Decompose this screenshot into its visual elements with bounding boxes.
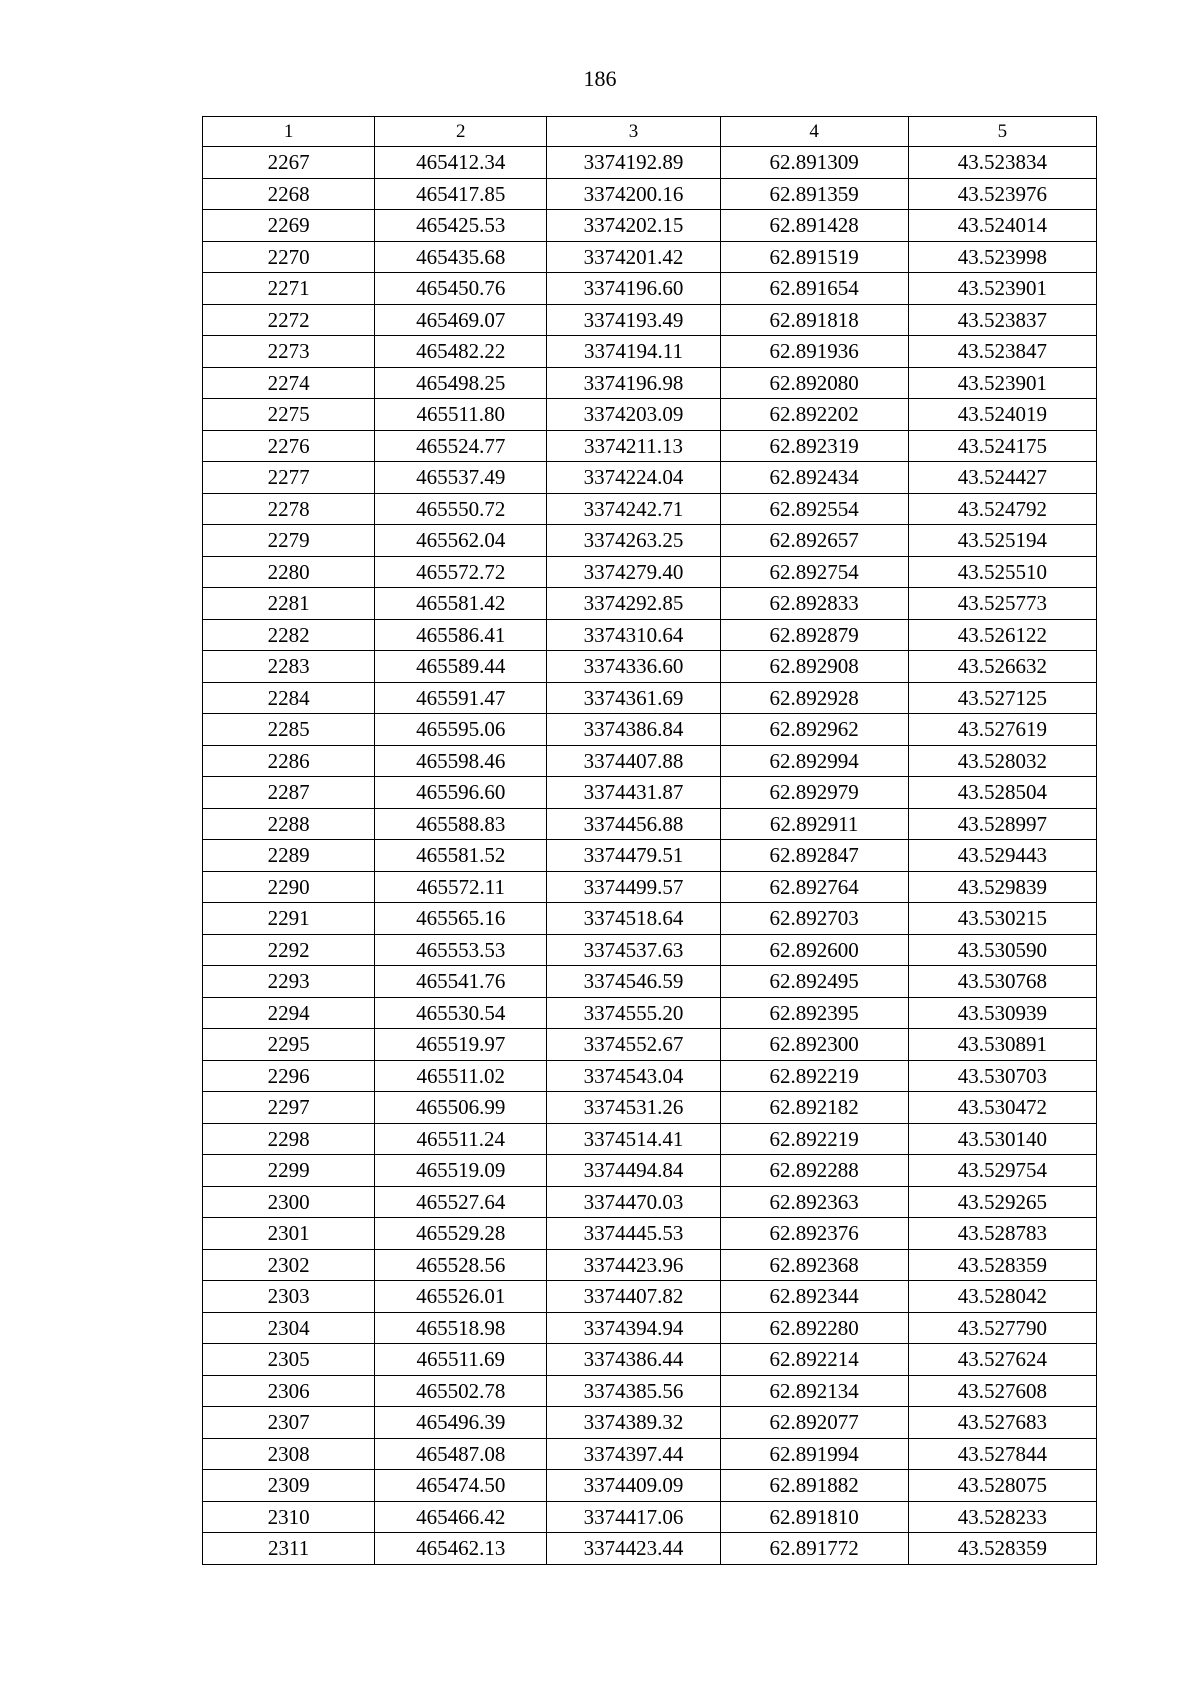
- table-cell: 3374336.60: [547, 651, 720, 683]
- table-cell: 2270: [203, 241, 375, 273]
- table-cell: 43.527619: [908, 714, 1096, 746]
- table-cell: 62.891936: [720, 336, 908, 368]
- table-cell: 62.892300: [720, 1029, 908, 1061]
- table-cell: 465530.54: [375, 997, 547, 1029]
- table-cell: 43.527790: [908, 1312, 1096, 1344]
- table-cell: 2280: [203, 556, 375, 588]
- column-header: 3: [547, 117, 720, 147]
- table-cell: 465482.22: [375, 336, 547, 368]
- table-row: [203, 1029, 1097, 1061]
- table-cell: 3374203.09: [547, 399, 720, 431]
- table-cell: 62.892134: [720, 1375, 908, 1407]
- table-cell: 62.891654: [720, 273, 908, 305]
- table-cell: 62.892600: [720, 934, 908, 966]
- table-cell: 62.891519: [720, 241, 908, 273]
- table-cell: 2283: [203, 651, 375, 683]
- table-cell: 62.892214: [720, 1344, 908, 1376]
- table-cell: 465450.76: [375, 273, 547, 305]
- table-cell: 3374193.49: [547, 304, 720, 336]
- table-cell: 43.524175: [908, 430, 1096, 462]
- table-cell: 2295: [203, 1029, 375, 1061]
- table-cell: 465412.34: [375, 147, 547, 179]
- table-cell: 2292: [203, 934, 375, 966]
- table-cell: 3374407.82: [547, 1281, 720, 1313]
- table-cell: 43.530891: [908, 1029, 1096, 1061]
- table-row: [203, 1312, 1097, 1344]
- coordinates-table: [202, 116, 1097, 1565]
- table-cell: 62.892994: [720, 745, 908, 777]
- table-cell: 62.891772: [720, 1533, 908, 1565]
- table-row: [203, 1155, 1097, 1187]
- table-cell: 2271: [203, 273, 375, 305]
- table-cell: 2307: [203, 1407, 375, 1439]
- table-cell: 43.528783: [908, 1218, 1096, 1250]
- table-cell: 2278: [203, 493, 375, 525]
- table-row: [203, 1092, 1097, 1124]
- table-cell: 465417.85: [375, 178, 547, 210]
- table-cell: 3374310.64: [547, 619, 720, 651]
- table-cell: 2273: [203, 336, 375, 368]
- table-cell: 62.892395: [720, 997, 908, 1029]
- table-cell: 62.892847: [720, 840, 908, 872]
- table-cell: 3374385.56: [547, 1375, 720, 1407]
- table-row: [203, 840, 1097, 872]
- table-cell: 3374537.63: [547, 934, 720, 966]
- table-cell: 43.523901: [908, 367, 1096, 399]
- table-cell: 465529.28: [375, 1218, 547, 1250]
- table-cell: 2275: [203, 399, 375, 431]
- table-cell: 3374397.44: [547, 1438, 720, 1470]
- table-cell: 62.891359: [720, 178, 908, 210]
- table-cell: 3374409.09: [547, 1470, 720, 1502]
- table-cell: 43.523834: [908, 147, 1096, 179]
- table-cell: 2272: [203, 304, 375, 336]
- table-row: [203, 367, 1097, 399]
- table-cell: 465595.06: [375, 714, 547, 746]
- table-row: [203, 651, 1097, 683]
- table-cell: 465586.41: [375, 619, 547, 651]
- column-header: 5: [908, 117, 1096, 147]
- table-cell: 62.892434: [720, 462, 908, 494]
- table-row: [203, 714, 1097, 746]
- table-row: [203, 1281, 1097, 1313]
- table-body: [203, 147, 1097, 1565]
- table-cell: 62.892495: [720, 966, 908, 998]
- table-row: [203, 903, 1097, 935]
- table-cell: 2281: [203, 588, 375, 620]
- table-cell: 3374407.88: [547, 745, 720, 777]
- table-cell: 3374470.03: [547, 1186, 720, 1218]
- table-cell: 2289: [203, 840, 375, 872]
- table-cell: 62.891428: [720, 210, 908, 242]
- table-cell: 43.524019: [908, 399, 1096, 431]
- table-cell: 2268: [203, 178, 375, 210]
- table-cell: 3374202.15: [547, 210, 720, 242]
- table-cell: 62.892554: [720, 493, 908, 525]
- table-cell: 465591.47: [375, 682, 547, 714]
- table-cell: 43.529839: [908, 871, 1096, 903]
- table-cell: 43.530939: [908, 997, 1096, 1029]
- table-cell: 465581.42: [375, 588, 547, 620]
- table-cell: 465550.72: [375, 493, 547, 525]
- table-row: [203, 462, 1097, 494]
- table-cell: 43.530140: [908, 1123, 1096, 1155]
- table-cell: 2308: [203, 1438, 375, 1470]
- table-row: [203, 241, 1097, 273]
- table-cell: 3374494.84: [547, 1155, 720, 1187]
- table-cell: 465498.25: [375, 367, 547, 399]
- table-cell: 43.526122: [908, 619, 1096, 651]
- table-cell: 465511.02: [375, 1060, 547, 1092]
- table-cell: 3374194.11: [547, 336, 720, 368]
- table-cell: 62.892979: [720, 777, 908, 809]
- table-cell: 43.530215: [908, 903, 1096, 935]
- table-cell: 43.528997: [908, 808, 1096, 840]
- column-header: 2: [375, 117, 547, 147]
- table-cell: 465506.99: [375, 1092, 547, 1124]
- table-cell: 3374279.40: [547, 556, 720, 588]
- table-cell: 62.892319: [720, 430, 908, 462]
- table-cell: 3374456.88: [547, 808, 720, 840]
- table-cell: 62.891810: [720, 1501, 908, 1533]
- table-cell: 43.527683: [908, 1407, 1096, 1439]
- table-cell: 2285: [203, 714, 375, 746]
- table-cell: 43.529265: [908, 1186, 1096, 1218]
- table-cell: 43.530472: [908, 1092, 1096, 1124]
- table-cell: 2300: [203, 1186, 375, 1218]
- table-cell: 2290: [203, 871, 375, 903]
- table-cell: 3374552.67: [547, 1029, 720, 1061]
- table-cell: 465562.04: [375, 525, 547, 557]
- table-cell: 62.892368: [720, 1249, 908, 1281]
- table-row: [203, 777, 1097, 809]
- table-cell: 3374361.69: [547, 682, 720, 714]
- table-row: [203, 588, 1097, 620]
- table-row: [203, 1060, 1097, 1092]
- table-row: [203, 1123, 1097, 1155]
- table-row: [203, 336, 1097, 368]
- table-cell: 465519.97: [375, 1029, 547, 1061]
- table-cell: 3374386.44: [547, 1344, 720, 1376]
- table-cell: 2309: [203, 1470, 375, 1502]
- table-cell: 3374394.94: [547, 1312, 720, 1344]
- table-cell: 465496.39: [375, 1407, 547, 1439]
- table-cell: 2291: [203, 903, 375, 935]
- table-cell: 62.891882: [720, 1470, 908, 1502]
- table-cell: 62.892344: [720, 1281, 908, 1313]
- table-cell: 2306: [203, 1375, 375, 1407]
- table-cell: 465502.78: [375, 1375, 547, 1407]
- table-row: [203, 1249, 1097, 1281]
- table-cell: 43.530590: [908, 934, 1096, 966]
- table-cell: 3374201.42: [547, 241, 720, 273]
- table-cell: 2294: [203, 997, 375, 1029]
- table-cell: 43.524792: [908, 493, 1096, 525]
- table-cell: 43.525510: [908, 556, 1096, 588]
- table-cell: 43.526632: [908, 651, 1096, 683]
- table-cell: 465511.69: [375, 1344, 547, 1376]
- table-cell: 3374479.51: [547, 840, 720, 872]
- table-cell: 3374292.85: [547, 588, 720, 620]
- table-cell: 2299: [203, 1155, 375, 1187]
- table-cell: 465462.13: [375, 1533, 547, 1565]
- table-row: [203, 934, 1097, 966]
- table-cell: 3374389.32: [547, 1407, 720, 1439]
- table-cell: 62.892879: [720, 619, 908, 651]
- table-row: [203, 1533, 1097, 1565]
- table-cell: 465572.11: [375, 871, 547, 903]
- table-cell: 43.528233: [908, 1501, 1096, 1533]
- table-row: [203, 966, 1097, 998]
- table-cell: 43.523998: [908, 241, 1096, 273]
- table-row: [203, 1375, 1097, 1407]
- table-cell: 2287: [203, 777, 375, 809]
- table-header-row: [203, 117, 1097, 147]
- table-cell: 62.892219: [720, 1060, 908, 1092]
- table-cell: 2277: [203, 462, 375, 494]
- table-cell: 465435.68: [375, 241, 547, 273]
- table-row: [203, 1218, 1097, 1250]
- table-row: [203, 1344, 1097, 1376]
- table-cell: 2311: [203, 1533, 375, 1565]
- table-cell: 62.892080: [720, 367, 908, 399]
- table-row: [203, 1186, 1097, 1218]
- table-cell: 2305: [203, 1344, 375, 1376]
- table-cell: 3374192.89: [547, 147, 720, 179]
- table-cell: 62.892703: [720, 903, 908, 935]
- table-cell: 43.529754: [908, 1155, 1096, 1187]
- table-row: [203, 1501, 1097, 1533]
- table-cell: 2301: [203, 1218, 375, 1250]
- table-cell: 43.524427: [908, 462, 1096, 494]
- column-header: 1: [203, 117, 375, 147]
- table-cell: 3374417.06: [547, 1501, 720, 1533]
- table-cell: 3374200.16: [547, 178, 720, 210]
- table-cell: 43.530768: [908, 966, 1096, 998]
- table-cell: 43.523837: [908, 304, 1096, 336]
- table-cell: 43.528359: [908, 1249, 1096, 1281]
- table-cell: 62.892833: [720, 588, 908, 620]
- table-cell: 2282: [203, 619, 375, 651]
- table-row: [203, 1407, 1097, 1439]
- table-cell: 3374242.71: [547, 493, 720, 525]
- table-row: [203, 871, 1097, 903]
- table-cell: 3374423.44: [547, 1533, 720, 1565]
- table-cell: 465524.77: [375, 430, 547, 462]
- table-cell: 3374543.04: [547, 1060, 720, 1092]
- table-cell: 43.525194: [908, 525, 1096, 557]
- table-row: [203, 399, 1097, 431]
- table-cell: 2267: [203, 147, 375, 179]
- table-cell: 62.892911: [720, 808, 908, 840]
- table-cell: 465466.42: [375, 1501, 547, 1533]
- table-cell: 465541.76: [375, 966, 547, 998]
- table-cell: 3374196.60: [547, 273, 720, 305]
- table-cell: 62.892376: [720, 1218, 908, 1250]
- table-cell: 465596.60: [375, 777, 547, 809]
- table-cell: 3374499.57: [547, 871, 720, 903]
- table-cell: 62.892908: [720, 651, 908, 683]
- table-cell: 62.892288: [720, 1155, 908, 1187]
- table-cell: 62.892280: [720, 1312, 908, 1344]
- table-cell: 2286: [203, 745, 375, 777]
- table-row: [203, 619, 1097, 651]
- table-row: [203, 210, 1097, 242]
- table-cell: 3374224.04: [547, 462, 720, 494]
- table-row: [203, 147, 1097, 179]
- table-header: [203, 117, 1097, 147]
- table-cell: 465528.56: [375, 1249, 547, 1281]
- table-cell: 3374196.98: [547, 367, 720, 399]
- table-cell: 2276: [203, 430, 375, 462]
- table-cell: 2310: [203, 1501, 375, 1533]
- table-cell: 3374423.96: [547, 1249, 720, 1281]
- table-cell: 465511.80: [375, 399, 547, 431]
- table-cell: 43.523976: [908, 178, 1096, 210]
- table-cell: 2296: [203, 1060, 375, 1092]
- table-cell: 465511.24: [375, 1123, 547, 1155]
- table-cell: 465469.07: [375, 304, 547, 336]
- table-cell: 465598.46: [375, 745, 547, 777]
- page-number: 186: [583, 66, 617, 91]
- table-cell: 3374514.41: [547, 1123, 720, 1155]
- table-cell: 62.892764: [720, 871, 908, 903]
- table-cell: 2293: [203, 966, 375, 998]
- table-cell: 3374531.26: [547, 1092, 720, 1124]
- table-cell: 43.529443: [908, 840, 1096, 872]
- table-cell: 43.528075: [908, 1470, 1096, 1502]
- table-cell: 43.527624: [908, 1344, 1096, 1376]
- table-cell: 62.892202: [720, 399, 908, 431]
- table-row: [203, 556, 1097, 588]
- table-row: [203, 808, 1097, 840]
- table-cell: 43.528359: [908, 1533, 1096, 1565]
- table-cell: 3374431.87: [547, 777, 720, 809]
- table-row: [203, 525, 1097, 557]
- table-cell: 2284: [203, 682, 375, 714]
- table-cell: 465518.98: [375, 1312, 547, 1344]
- table-cell: 465519.09: [375, 1155, 547, 1187]
- table-cell: 465588.83: [375, 808, 547, 840]
- table-row: [203, 1438, 1097, 1470]
- table-cell: 465527.64: [375, 1186, 547, 1218]
- table-cell: 465565.16: [375, 903, 547, 935]
- table-cell: 43.525773: [908, 588, 1096, 620]
- table-row: [203, 1470, 1097, 1502]
- table-cell: 2304: [203, 1312, 375, 1344]
- table-cell: 43.528504: [908, 777, 1096, 809]
- table-cell: 43.527125: [908, 682, 1096, 714]
- table-row: [203, 273, 1097, 305]
- table-cell: 2298: [203, 1123, 375, 1155]
- table-cell: 62.891818: [720, 304, 908, 336]
- table-cell: 43.524014: [908, 210, 1096, 242]
- table-cell: 43.523901: [908, 273, 1096, 305]
- table-cell: 3374546.59: [547, 966, 720, 998]
- table-cell: 43.523847: [908, 336, 1096, 368]
- table-cell: 43.530703: [908, 1060, 1096, 1092]
- table-cell: 2288: [203, 808, 375, 840]
- table-cell: 62.892219: [720, 1123, 908, 1155]
- table-cell: 465526.01: [375, 1281, 547, 1313]
- table-cell: 2297: [203, 1092, 375, 1124]
- table-cell: 465581.52: [375, 840, 547, 872]
- table-row: [203, 682, 1097, 714]
- table-row: [203, 430, 1097, 462]
- table-row: [203, 178, 1097, 210]
- table-cell: 465537.49: [375, 462, 547, 494]
- table-cell: 3374518.64: [547, 903, 720, 935]
- table-cell: 62.892077: [720, 1407, 908, 1439]
- table-cell: 3374386.84: [547, 714, 720, 746]
- table-cell: 62.892962: [720, 714, 908, 746]
- table-cell: 62.892754: [720, 556, 908, 588]
- table-cell: 2279: [203, 525, 375, 557]
- table-cell: 43.527844: [908, 1438, 1096, 1470]
- table-cell: 465425.53: [375, 210, 547, 242]
- table-cell: 62.891309: [720, 147, 908, 179]
- table-row: [203, 745, 1097, 777]
- table-cell: 62.892363: [720, 1186, 908, 1218]
- table-cell: 62.892928: [720, 682, 908, 714]
- table-cell: 465572.72: [375, 556, 547, 588]
- table-cell: 62.892182: [720, 1092, 908, 1124]
- table-cell: 43.527608: [908, 1375, 1096, 1407]
- table-cell: 2274: [203, 367, 375, 399]
- table-cell: 3374445.53: [547, 1218, 720, 1250]
- table-row: [203, 997, 1097, 1029]
- table-row: [203, 304, 1097, 336]
- table-cell: 3374555.20: [547, 997, 720, 1029]
- table-cell: 3374211.13: [547, 430, 720, 462]
- table-cell: 465589.44: [375, 651, 547, 683]
- table-cell: 2269: [203, 210, 375, 242]
- column-header: 4: [720, 117, 908, 147]
- table-cell: 465487.08: [375, 1438, 547, 1470]
- table-cell: 465474.50: [375, 1470, 547, 1502]
- table-cell: 43.528032: [908, 745, 1096, 777]
- table-cell: 62.892657: [720, 525, 908, 557]
- table-cell: 465553.53: [375, 934, 547, 966]
- table-cell: 2302: [203, 1249, 375, 1281]
- table-cell: 2303: [203, 1281, 375, 1313]
- table-cell: 43.528042: [908, 1281, 1096, 1313]
- table-row: [203, 493, 1097, 525]
- table-cell: 3374263.25: [547, 525, 720, 557]
- table-cell: 62.891994: [720, 1438, 908, 1470]
